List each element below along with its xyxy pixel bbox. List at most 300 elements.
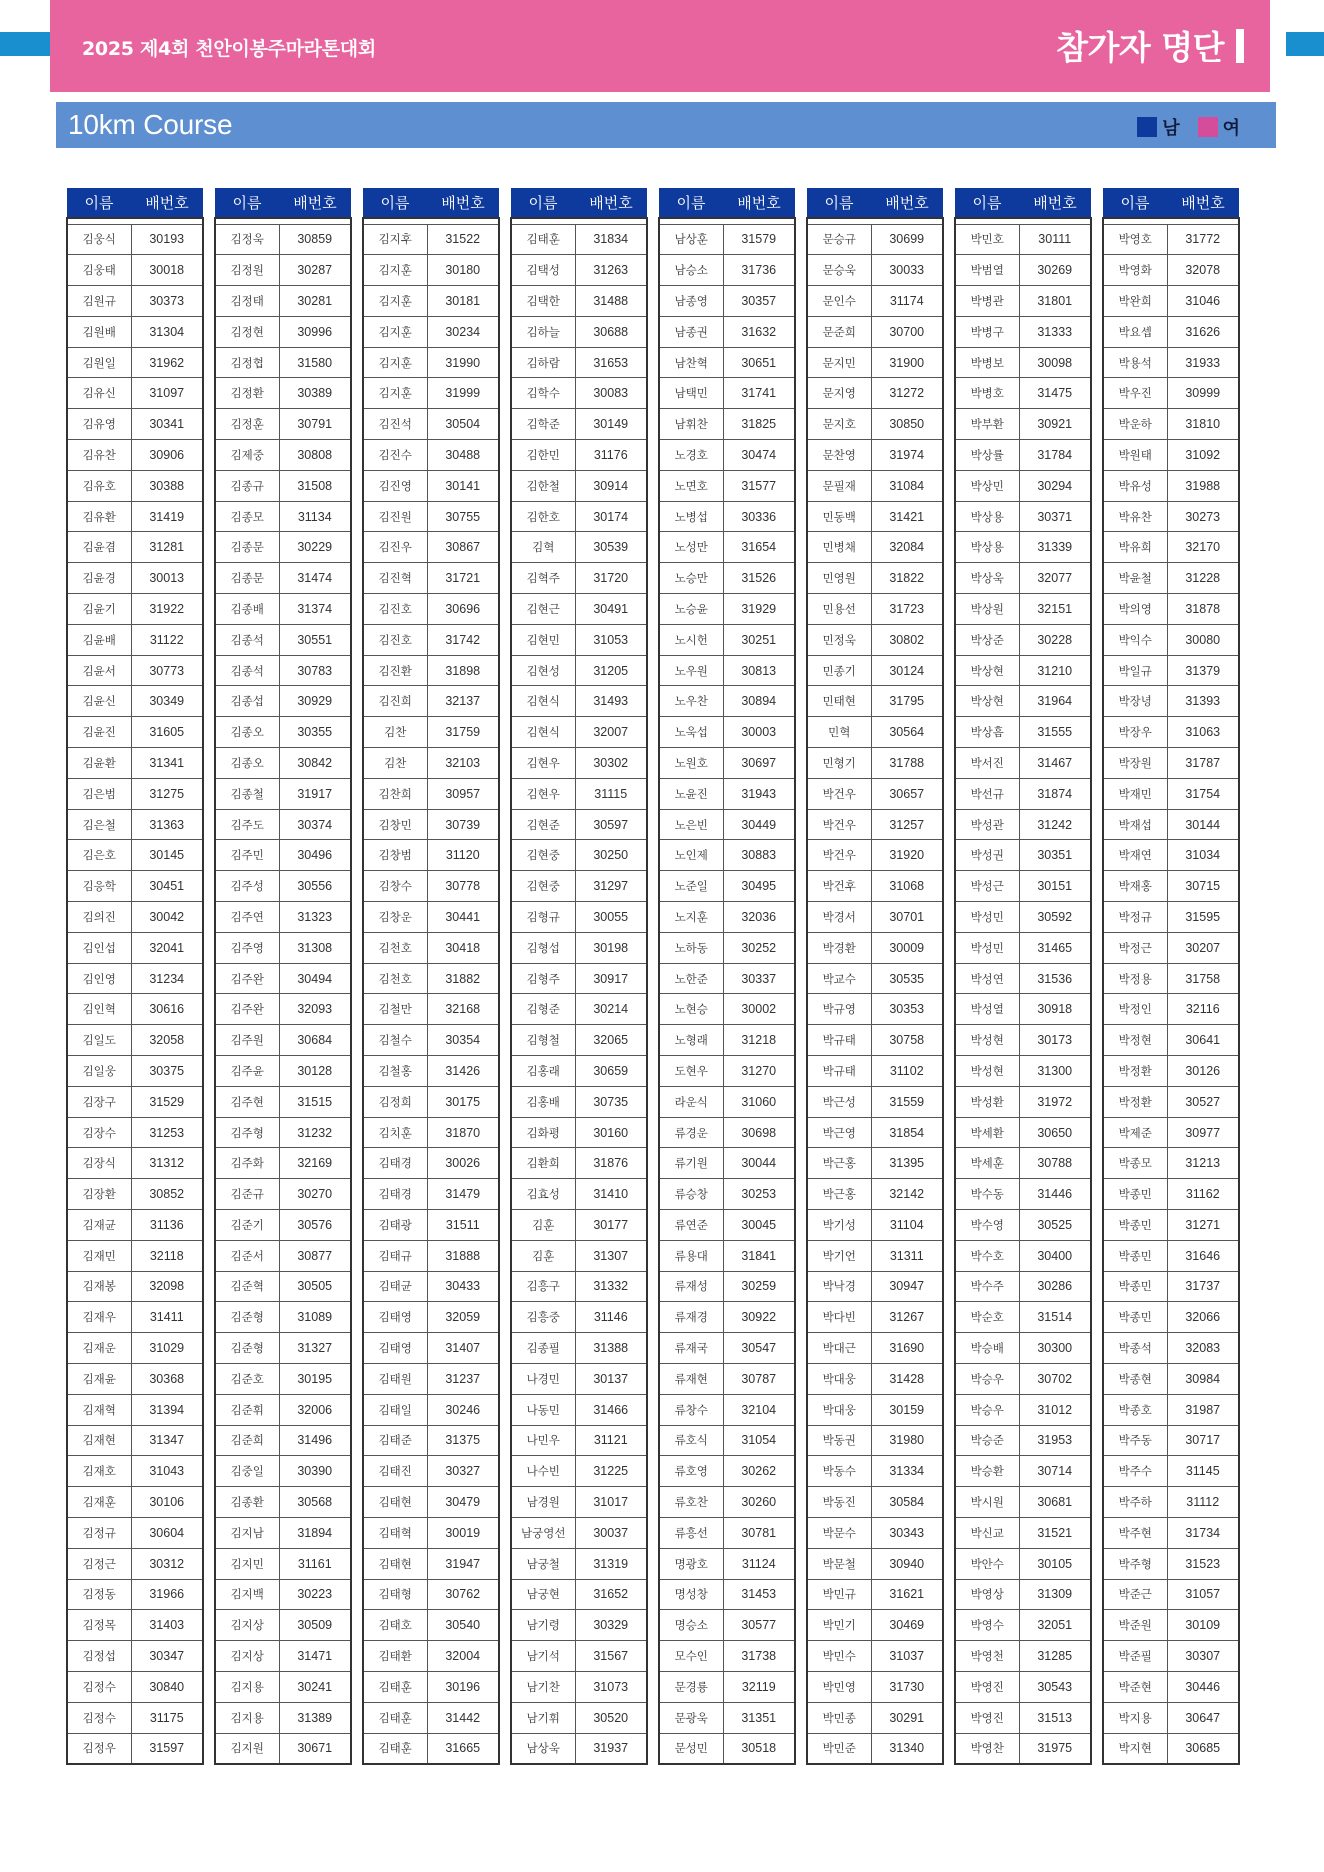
bib-number: 30495 [723,871,795,902]
bib-number: 30145 [131,840,203,871]
table-row [215,532,351,563]
participant-name: 박주동 [1103,1425,1167,1456]
bib-number: 32119 [723,1671,795,1702]
bib-number: 30788 [1019,1148,1091,1179]
table-row [215,717,351,748]
participant-name: 남궁영선 [511,1517,575,1548]
table-row [659,717,795,748]
bib-number: 30055 [575,902,647,933]
participant-name: 박성현 [955,1056,1019,1087]
bib-number: 30388 [131,470,203,501]
bib-number: 32169 [279,1148,351,1179]
table-row [215,563,351,594]
participant-name: 박수호 [955,1240,1019,1271]
participant-table [1102,188,1240,1765]
table-row [215,440,351,471]
course-title: 10km Course [68,109,233,140]
table-header-row [807,188,943,218]
table-row [215,871,351,902]
bib-number: 31742 [427,624,499,655]
table-row [807,594,943,625]
participant-name: 김진호 [363,624,427,655]
bib-number: 30234 [427,316,499,347]
participant-name: 나동민 [511,1394,575,1425]
table-row [363,1671,499,1702]
participant-name: 김종오 [215,748,279,779]
participant-name: 문준희 [807,316,871,347]
participant-name: 박규영 [807,994,871,1025]
bib-number: 30755 [427,501,499,532]
table-row [659,1456,795,1487]
table-row [659,778,795,809]
bib-number: 31145 [1167,1456,1239,1487]
table-row [215,1271,351,1302]
table-row [215,286,351,317]
participant-name: 김현근 [511,594,575,625]
table-row [511,594,647,625]
table-row [511,1179,647,1210]
participant-name: 박윤철 [1103,563,1167,594]
participant-name: 박종호 [1103,1394,1167,1425]
participant-name: 박영진 [955,1702,1019,1733]
participant-name: 김찬 [363,717,427,748]
table-row [659,286,795,317]
table-row [511,809,647,840]
table-row [659,1671,795,1702]
table-row [659,378,795,409]
table-row [67,932,203,963]
participant-name: 김지상 [215,1641,279,1672]
bib-number: 30525 [1019,1210,1091,1241]
bib-number: 30270 [279,1179,351,1210]
bib-number: 30469 [871,1610,943,1641]
participant-name: 김진수 [363,440,427,471]
table-row [807,963,943,994]
table-row [955,1056,1091,1087]
participant-name: 박병보 [955,347,1019,378]
bib-number: 31652 [575,1579,647,1610]
bib-number: 31411 [131,1302,203,1333]
bib-number: 31210 [1019,655,1091,686]
bib-number: 31894 [279,1517,351,1548]
bib-number: 30564 [871,717,943,748]
table-row [511,902,647,933]
participant-name: 박주하 [1103,1487,1167,1518]
participant-name: 류재국 [659,1333,723,1364]
table-row [1103,224,1239,255]
table-row [363,440,499,471]
bib-number: 30698 [723,1117,795,1148]
bib-number: 30343 [871,1517,943,1548]
bib-number: 31721 [427,563,499,594]
header-bib: 배번호 [723,188,795,218]
table-row [955,470,1091,501]
bib-number: 31333 [1019,316,1091,347]
participant-name: 김혁 [511,532,575,563]
table-row [67,347,203,378]
participant-name: 박종민 [1103,1271,1167,1302]
table-row [659,1394,795,1425]
bib-number: 31308 [279,932,351,963]
table-row [363,470,499,501]
participant-name: 김장구 [67,1086,131,1117]
bib-number: 31654 [723,532,795,563]
table-row [511,686,647,717]
bib-number: 30228 [1019,624,1091,655]
participant-name: 김태준 [363,1425,427,1456]
table-row [67,809,203,840]
bib-number: 30329 [575,1610,647,1641]
bib-number: 30336 [723,501,795,532]
participant-name: 박영호 [1103,224,1167,255]
bib-number: 30957 [427,778,499,809]
bib-number: 31567 [575,1641,647,1672]
participant-name: 박경환 [807,932,871,963]
participant-name: 박낙경 [807,1271,871,1302]
table-row [215,994,351,1025]
table-row [955,409,1091,440]
bib-number: 30109 [1167,1610,1239,1641]
table-row [659,748,795,779]
participant-name: 김하늘 [511,316,575,347]
table-row [363,1086,499,1117]
bib-number: 31073 [575,1671,647,1702]
bib-number: 30657 [871,778,943,809]
participant-name: 노은빈 [659,809,723,840]
table-row [363,1548,499,1579]
header-name: 이름 [215,188,279,218]
participant-name: 김현식 [511,686,575,717]
table-row [215,963,351,994]
participant-name: 김종석 [215,624,279,655]
table-row [807,1086,943,1117]
bib-number: 31987 [1167,1394,1239,1425]
bib-number: 30449 [723,809,795,840]
table-row [67,748,203,779]
participant-name: 박선규 [955,778,1019,809]
table-row [511,1610,647,1641]
bib-number: 30659 [575,1056,647,1087]
participant-name: 남궁철 [511,1548,575,1579]
participant-name: 박주수 [1103,1456,1167,1487]
table-row [955,532,1091,563]
participant-name: 남휘찬 [659,409,723,440]
table-row [807,1425,943,1456]
bib-number: 30083 [575,378,647,409]
participant-name: 박경서 [807,902,871,933]
bib-number: 30302 [575,748,647,779]
table-row [363,871,499,902]
participant-name: 김형준 [511,994,575,1025]
bib-number: 30026 [427,1148,499,1179]
participant-name: 박대웅 [807,1363,871,1394]
table-row [807,1056,943,1087]
bib-number: 30124 [871,655,943,686]
participant-name: 민병채 [807,532,871,563]
participant-name: 도현우 [659,1056,723,1087]
table-row [1103,1641,1239,1672]
bib-number: 30018 [131,255,203,286]
table-row [955,1548,1091,1579]
bib-number: 31146 [575,1302,647,1333]
participant-name: 노형래 [659,1025,723,1056]
table-row [955,1579,1091,1610]
bib-number: 30441 [427,902,499,933]
participant-name: 박건후 [807,871,871,902]
table-row [1103,501,1239,532]
table-row [511,1702,647,1733]
bib-number: 31854 [871,1117,943,1148]
table-row [659,1425,795,1456]
bib-number: 31060 [723,1086,795,1117]
bib-number: 30106 [131,1487,203,1518]
bib-number: 32137 [427,686,499,717]
bib-number: 30300 [1019,1333,1091,1364]
table-row [807,1671,943,1702]
bib-number: 31068 [871,871,943,902]
bib-number: 31393 [1167,686,1239,717]
bib-number: 31403 [131,1610,203,1641]
table-row [511,1056,647,1087]
participant-name: 김태환 [363,1641,427,1672]
table-row [215,1579,351,1610]
bib-number: 30922 [723,1302,795,1333]
participant-name: 김택한 [511,286,575,317]
bib-number: 31953 [1019,1425,1091,1456]
table-row [363,1210,499,1241]
bib-number: 31900 [871,347,943,378]
bib-number: 31340 [871,1733,943,1764]
participant-name: 남기석 [511,1641,575,1672]
participant-name: 박익수 [1103,624,1167,655]
participant-name: 김태형 [363,1579,427,1610]
table-row [67,1025,203,1056]
bib-number: 30671 [279,1733,351,1764]
bib-number: 31966 [131,1579,203,1610]
bib-number: 31580 [279,347,351,378]
table-header-row [67,188,203,218]
participant-name: 나민우 [511,1425,575,1456]
table-row [955,563,1091,594]
table-row [955,624,1091,655]
table-row [363,1056,499,1087]
bib-number: 31327 [279,1333,351,1364]
table-row [1103,809,1239,840]
participant-name: 류재경 [659,1302,723,1333]
bib-number: 30105 [1019,1548,1091,1579]
table-row [955,686,1091,717]
bib-number: 30273 [1167,501,1239,532]
participant-name: 박정규 [1103,902,1167,933]
participant-name: 김진원 [363,501,427,532]
table-row [215,501,351,532]
table-row [807,1179,943,1210]
bib-number: 30539 [575,532,647,563]
bib-number: 31161 [279,1548,351,1579]
participant-name: 김태호 [363,1610,427,1641]
table-row [363,1579,499,1610]
bib-number: 30977 [1167,1117,1239,1148]
bib-number: 30651 [723,347,795,378]
table-row [807,624,943,655]
participant-name: 남택민 [659,378,723,409]
male-swatch [1137,117,1157,137]
participant-name: 박대근 [807,1333,871,1364]
participant-name: 류용대 [659,1240,723,1271]
bib-number: 31801 [1019,286,1091,317]
bib-number: 30641 [1167,1025,1239,1056]
participant-name: 김진호 [363,594,427,625]
participant-name: 김택성 [511,255,575,286]
table-row [67,1117,203,1148]
table-row [659,809,795,840]
table-row [807,470,943,501]
participant-name: 박정환 [1103,1086,1167,1117]
participant-name: 김형주 [511,963,575,994]
bib-number: 30584 [871,1487,943,1518]
bib-number: 30390 [279,1456,351,1487]
table-row [1103,594,1239,625]
table-row [659,594,795,625]
participant-name: 김원규 [67,286,131,317]
table-row [215,316,351,347]
participant-name: 김원일 [67,347,131,378]
table-header-row [215,188,351,218]
participant-name: 김종문 [215,563,279,594]
participant-name: 김찬 [363,748,427,779]
table-row [67,1086,203,1117]
table-row [511,717,647,748]
bib-number: 31053 [575,624,647,655]
title-bar-mark [1236,29,1244,63]
participant-name: 박상용 [955,501,1019,532]
participant-name: 류승창 [659,1179,723,1210]
table-row [363,1610,499,1641]
header-bib: 배번호 [427,188,499,218]
bib-number: 31974 [871,440,943,471]
table-row [215,1210,351,1241]
header-bib: 배번호 [1167,188,1239,218]
participant-name: 류연준 [659,1210,723,1241]
table-row [659,563,795,594]
table-row [807,409,943,440]
bib-number: 31929 [723,594,795,625]
table-row [511,932,647,963]
table-row [363,594,499,625]
participant-name: 박근영 [807,1117,871,1148]
bib-number: 31421 [871,501,943,532]
participant-table [66,188,204,1765]
bib-number: 30556 [279,871,351,902]
bib-number: 31471 [279,1641,351,1672]
participant-name: 박정인 [1103,994,1167,1025]
table-row [215,409,351,440]
participant-name: 김장수 [67,1117,131,1148]
participant-name: 김원배 [67,316,131,347]
bib-number: 31943 [723,778,795,809]
table-row [1103,1302,1239,1333]
table-row [807,1610,943,1641]
bib-number: 31063 [1167,717,1239,748]
participant-name: 박재민 [1103,778,1167,809]
participant-name: 박안수 [955,1548,1019,1579]
table-row [955,963,1091,994]
table-row [511,470,647,501]
table-row [363,1179,499,1210]
participant-name: 김은범 [67,778,131,809]
bib-number: 31136 [131,1210,203,1241]
participant-name: 박민규 [807,1579,871,1610]
table-row [955,809,1091,840]
bib-number: 30349 [131,686,203,717]
participant-name: 박서진 [955,748,1019,779]
table-row [363,778,499,809]
bib-number: 30867 [427,532,499,563]
bib-number: 31597 [131,1733,203,1764]
table-row [215,470,351,501]
table-row [1103,1148,1239,1179]
bib-number: 31467 [1019,748,1091,779]
header-name: 이름 [1103,188,1167,218]
table-row [807,902,943,933]
participant-name: 김주원 [215,1025,279,1056]
bib-number: 31947 [427,1548,499,1579]
participant-name: 박수동 [955,1179,1019,1210]
bib-number: 32004 [427,1641,499,1672]
bib-number: 30791 [279,409,351,440]
participant-name: 김주형 [215,1117,279,1148]
table-row [955,347,1091,378]
bib-number: 30287 [279,255,351,286]
participant-name: 김일도 [67,1025,131,1056]
table-row [1103,1671,1239,1702]
bib-number: 30307 [1167,1641,1239,1672]
table-row [1103,255,1239,286]
bib-number: 32142 [871,1179,943,1210]
bib-number: 30850 [871,409,943,440]
participant-name: 김정환 [215,378,279,409]
table-row [215,1394,351,1425]
bib-number: 31758 [1167,963,1239,994]
table-row [807,994,943,1025]
bib-number: 31834 [575,224,647,255]
bib-number: 31526 [723,563,795,594]
bib-number: 31134 [279,501,351,532]
participant-name: 문광욱 [659,1702,723,1733]
participant-name: 박지현 [1103,1733,1167,1764]
bib-number: 30181 [427,286,499,317]
table-row [67,963,203,994]
header-bib: 배번호 [1019,188,1091,218]
table-row [1103,1610,1239,1641]
table-row [807,1148,943,1179]
table-row [807,378,943,409]
participant-name: 노우원 [659,655,723,686]
participant-name: 김윤경 [67,563,131,594]
participant-name: 노승만 [659,563,723,594]
participant-name: 박규태 [807,1025,871,1056]
participant-name: 김정희 [363,1086,427,1117]
bib-number: 30576 [279,1210,351,1241]
table-row [1103,1086,1239,1117]
table-row [807,563,943,594]
bib-number: 30597 [575,809,647,840]
participant-name: 김하람 [511,347,575,378]
table-row [67,501,203,532]
bib-number: 31513 [1019,1702,1091,1733]
bib-number: 30281 [279,286,351,317]
bib-number: 30229 [279,532,351,563]
